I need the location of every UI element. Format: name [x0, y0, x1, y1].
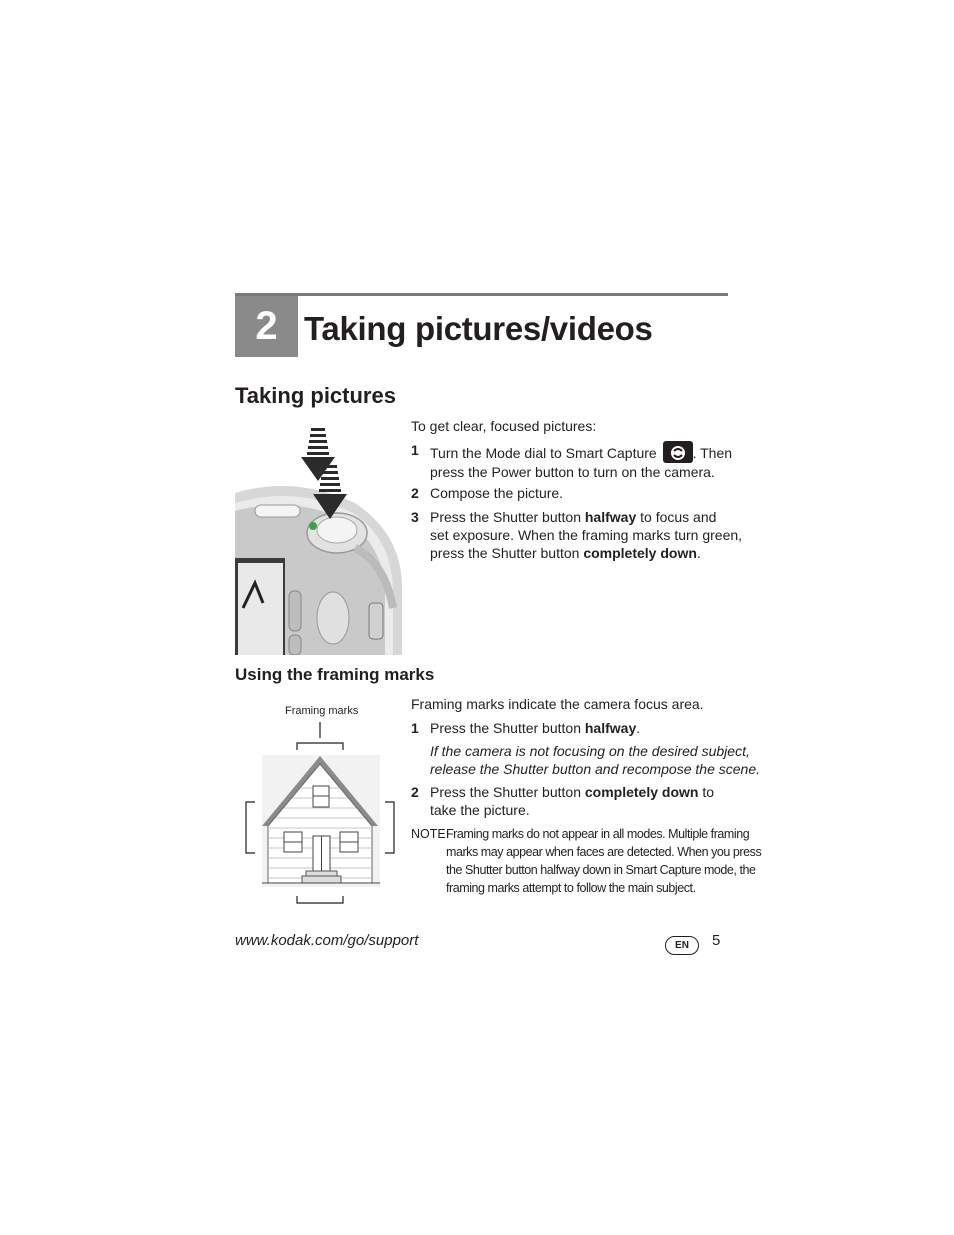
subsection-title: Using the framing marks [235, 665, 435, 684]
support-url[interactable]: www.kodak.com/go/support [235, 932, 419, 949]
step-2 [411, 484, 731, 504]
figure-caption: Framing marks [285, 705, 359, 717]
language-badge: EN [665, 936, 699, 955]
chapter-rule [235, 293, 728, 296]
framing-step-1 [411, 719, 760, 779]
camera-shutter-illustration [235, 423, 402, 655]
step-text: Press the Shutter button completely down to take the picture. [430, 784, 715, 818]
chapter-title: Taking pictures/videos [304, 310, 653, 347]
framing-intro: Framing marks indicate the camera focus area. [411, 696, 704, 712]
step-text: Compose the picture. [430, 485, 564, 501]
note-label: NOTE: [411, 827, 450, 841]
step-1 [411, 441, 731, 481]
intro-text: To get clear, focused pictures: [411, 418, 597, 434]
step-number: 1 [411, 720, 419, 736]
step-3 [411, 508, 743, 564]
step-number: 1 [411, 442, 419, 458]
step-text: Press the Shutter button halfway to focus and set exposure. When the framing marks turn green, press the Shutter button completely down. [430, 509, 743, 561]
step-number: 2 [411, 485, 419, 501]
step-number: 3 [411, 509, 419, 525]
chapter-number: 2 [235, 296, 298, 357]
smart-capture-icon [663, 441, 693, 463]
page-number: 5 [712, 932, 721, 949]
step-text: Press the Shutter button halfway. [430, 720, 641, 736]
house-framing-illustration [240, 720, 400, 910]
framing-step-2 [411, 783, 731, 821]
step-number: 2 [411, 784, 419, 800]
step-text: Turn the Mode dial to Smart Capture . Then press the Power button to turn on the camera. [430, 441, 732, 481]
section-title: Taking pictures [235, 383, 396, 408]
step-hint: If the camera is not focusing on the desired subject, release the Shutter button and recompose the scene. [430, 743, 760, 777]
note-text: Framing marks do not appear in all modes. Multiple framing marks may appear when faces are detected. When you press the Shutter button halfway down in Smart Capture mode, the framing marks attempt to follow the main subject. [446, 827, 762, 895]
